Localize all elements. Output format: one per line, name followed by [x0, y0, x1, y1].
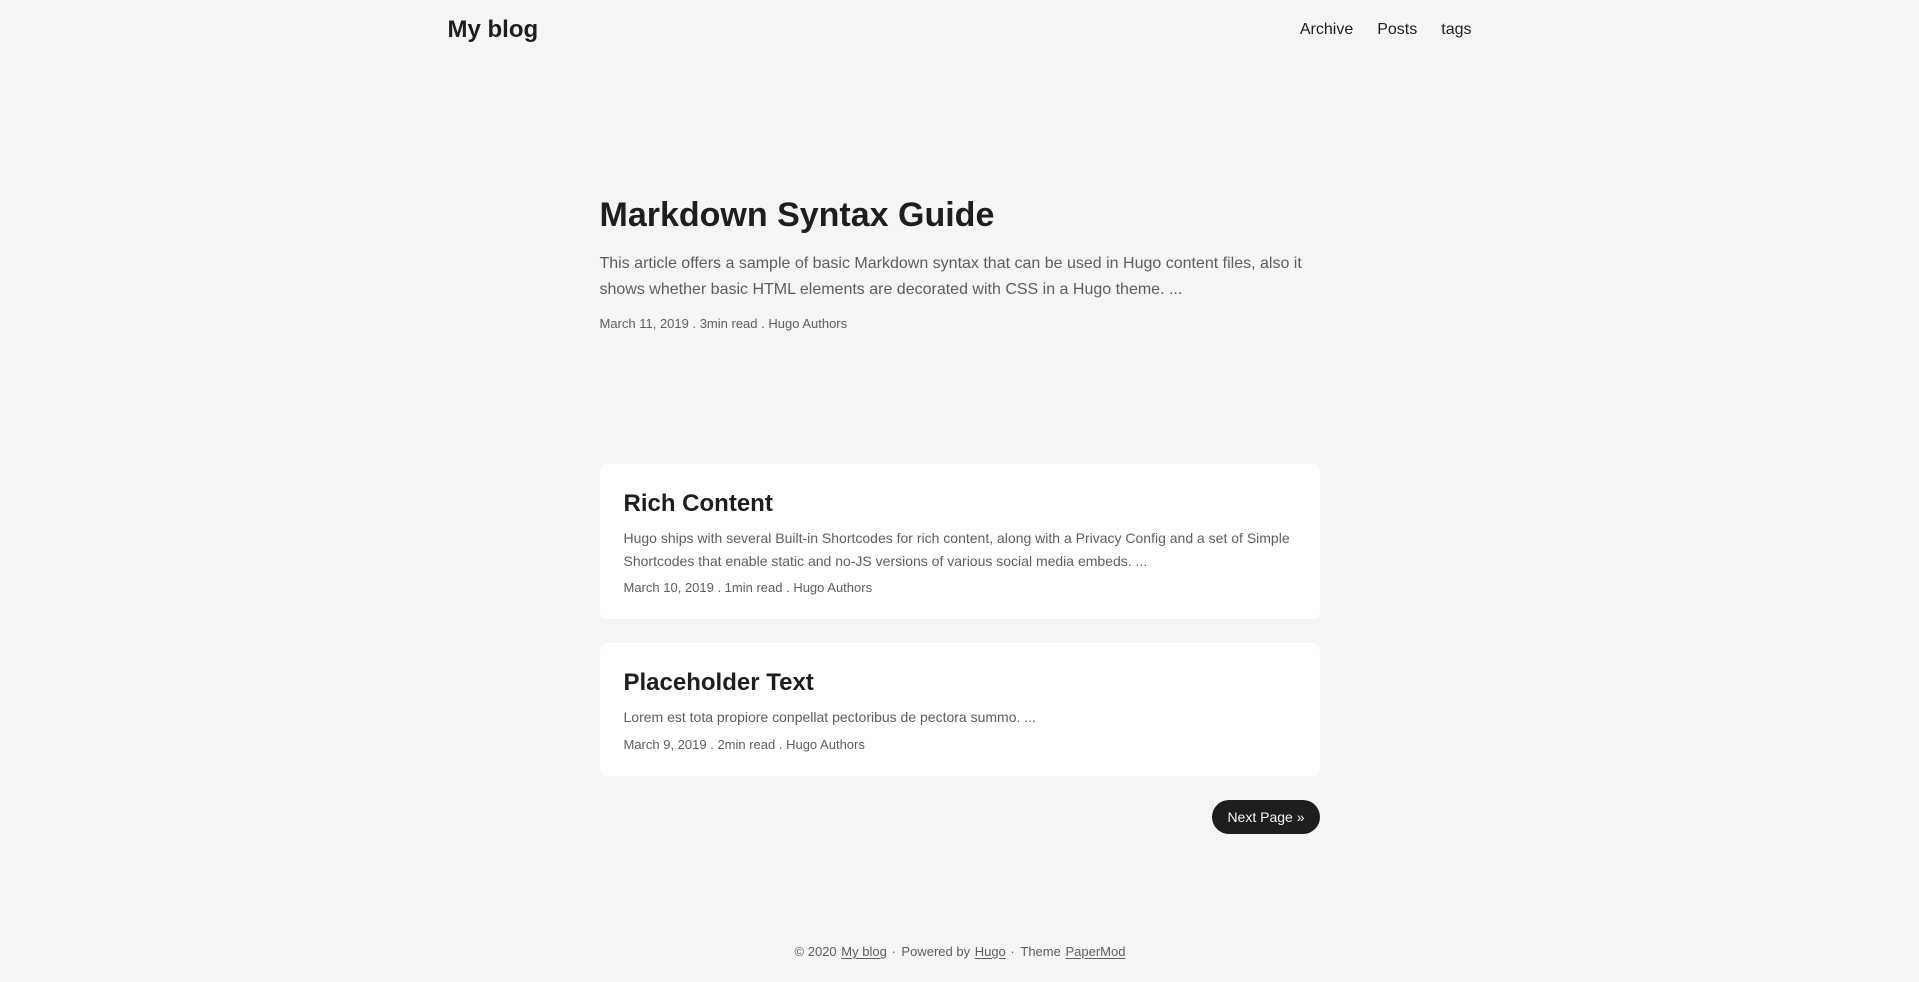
post-card[interactable] — [600, 464, 1320, 619]
nav-link-tags[interactable]: tags — [1441, 21, 1472, 38]
footer-theme-label: Theme — [1020, 944, 1061, 959]
nav-item-posts — [1377, 0, 1417, 60]
next-page-button[interactable]: Next Page » — [1212, 800, 1319, 834]
site-header — [0, 0, 1919, 60]
post-meta: March 10, 2019 . 1min read . Hugo Authors — [623, 579, 873, 595]
post-description: Hugo ships with several Built-in Shortcodes for rich content, along with a Privacy Config and a set of Simple Shortcodes that enable static and no-JS versions of various social media embeds. ... — [623, 530, 1290, 569]
site-logo[interactable]: My blog — [447, 16, 539, 43]
post-title[interactable]: Placeholder Text — [623, 668, 814, 696]
footer-papermod-link[interactable]: PaperMod — [1065, 944, 1126, 959]
top-nav — [424, 0, 1496, 60]
site-footer — [424, 922, 1496, 982]
footer-powered-by-label: Powered by — [901, 944, 971, 959]
pagination — [600, 800, 1320, 834]
footer-separator: · — [1010, 944, 1015, 959]
featured-post-title[interactable]: Markdown Syntax Guide — [599, 195, 995, 234]
post-description: Lorem est tota propiore conpellat pectoribus de pectora summo. ... — [623, 709, 1036, 726]
featured-post[interactable] — [600, 84, 1320, 440]
featured-post-meta: March 11, 2019 . 3min read . Hugo Authors — [599, 316, 848, 332]
post-card-header — [624, 488, 1296, 519]
post-meta: March 9, 2019 . 2min read . Hugo Authors — [623, 736, 865, 752]
footer-separator: · — [891, 944, 896, 959]
nav-link-posts[interactable]: Posts — [1377, 21, 1418, 38]
main-content — [576, 60, 1344, 922]
nav-item-tags — [1441, 0, 1471, 60]
nav-link-archive[interactable]: Archive — [1299, 21, 1354, 38]
logo-container — [448, 0, 539, 60]
post-card-header — [624, 667, 1296, 698]
nav-item-archive — [1300, 0, 1353, 60]
footer-hugo-link[interactable]: Hugo — [974, 944, 1006, 959]
featured-post-description: This article offers a sample of basic Markdown syntax that can be used in Hugo content files, also it shows whether basic HTML elements are decorated with CSS in a Hugo theme. ... — [599, 255, 1302, 298]
footer-site-link[interactable]: My blog — [841, 944, 887, 959]
featured-post-header — [600, 193, 1320, 237]
post-card[interactable] — [600, 643, 1320, 776]
nav-menu — [1300, 0, 1472, 60]
post-title[interactable]: Rich Content — [623, 490, 773, 517]
footer-copyright: © 2020 — [794, 944, 837, 959]
